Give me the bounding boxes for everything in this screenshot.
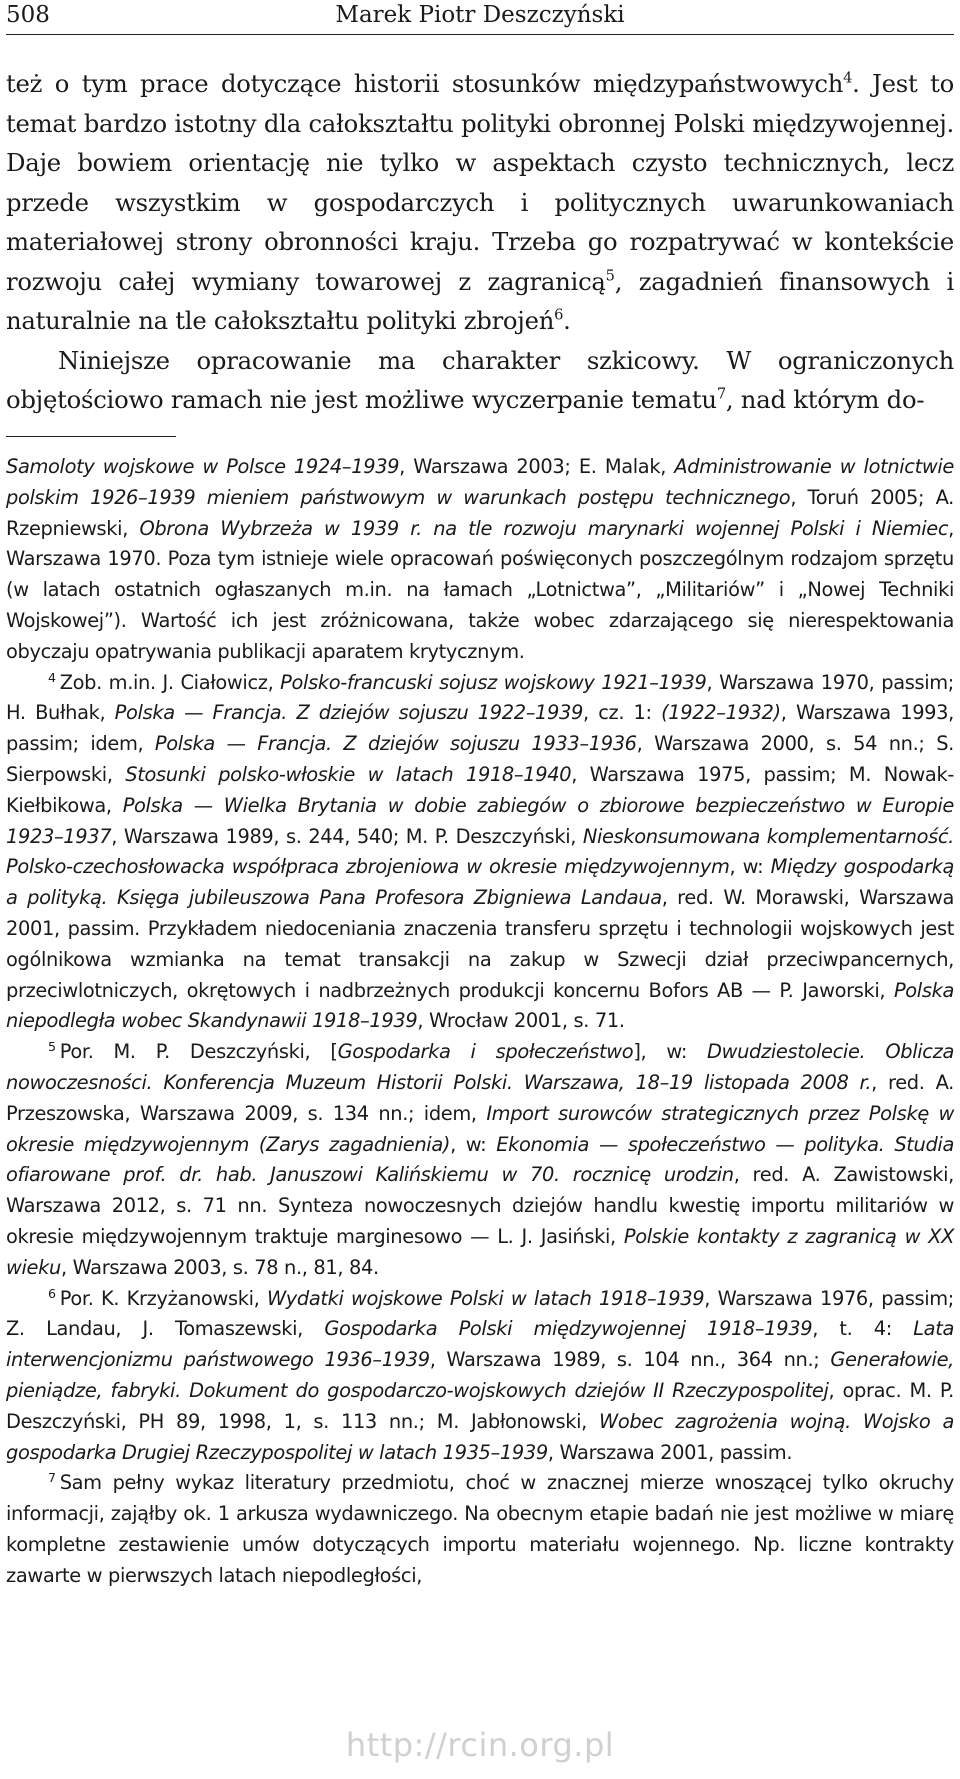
italic-title: Nieskonsumowana komplementarność. Polsko-czechosłowacka współpraca zbrojeniowa w okresie międzywojennym bbox=[6, 824, 954, 879]
text-run: , Warszawa 1975, passim; M. Nowak-Kiełbikowa, bbox=[6, 762, 954, 817]
italic-title: Polskie kontakty z zagranicą w XX wieku bbox=[6, 1224, 955, 1279]
text-run: , w: bbox=[729, 855, 771, 879]
footnote-mark: 6 bbox=[48, 1285, 56, 1301]
italic-title: Polska — Francja. Z dziejów sojuszu 1922–1939 bbox=[114, 701, 584, 725]
paragraph: też o tym prace dotyczące historii stosunków międzypaństwowych$^4$. Jest to temat bardzo istotny dla całokształtu polityki obronnej Polski międzywojennej. Daje bowiem orientację nie tylko w aspektach czysto technicznych, lecz przede wszystkim w gospodarczych i politycznych uwarunkowaniach materiałowej strony obronności kraju. Trzeba go rozpatrywać w kontekście rozwoju całej wymiany towarowej z zagranicą$^5$, zagadnień finansowych i naturalnie na tle całokształtu polityki zbrojeń$^6$. bbox=[6, 69, 954, 335]
italic-title: Dwudziestolecie. Oblicza nowoczesności. Konferencja Muzeum Historii Polski. Warszawa, 18–19 listopada 2008 r. bbox=[6, 1040, 954, 1094]
italic-title: Samoloty wojskowe w Polsce 1924–1939 bbox=[6, 455, 400, 478]
text-run: , Warszawa 1989, s. 244, 540; M. P. Deszczyński, bbox=[111, 824, 583, 848]
paragraph: Niniejsze opracowanie ma charakter szkicowy. W ograniczonych objętościowo ramach nie jest możliwe wyczerpanie tematu$^7$, nad którym do- bbox=[6, 345, 954, 414]
running-head: Marek Piotr Deszczyński bbox=[335, 2, 625, 28]
footnote-ref: 7 bbox=[716, 385, 726, 403]
italic-title: Ekonomia — społeczeństwo — polityka. Studia ofiarowane prof. dr. hab. Januszowi Kalińskiemu w 70. rocznicę urodzin bbox=[6, 1132, 954, 1187]
footnote-4 bbox=[6, 668, 954, 1038]
text-run: , oprac. M. P. Deszczyński, PH 89, 1998, 1, s. 113 nn.; M. Jabłonowski, bbox=[6, 1378, 954, 1433]
text-run: , Warszawa 1970. Poza tym istnieje wiele opracowań poświęconych poszczególnym rodzajom sprzętu (w latach ostatnich ogłaszanych m.in. na łamach „Lotnictwa”, „Militariów” i „Nowej Techniki Wojskowej”). Wartość ich jest zróżnicowana, także wobec zdarzającego się nierespektowania obyczaju opatrywania publikacji aparatem krytycznym. bbox=[6, 516, 954, 663]
italic-title: Polska niepodległa wobec Skandynawii 1918–1939 bbox=[6, 978, 954, 1033]
italic-title: Wydatki wojskowe Polski w latach 1918–1939 bbox=[266, 1286, 705, 1310]
footnotes bbox=[6, 452, 954, 1591]
text-run: , Warszawa 2000, s. 54 nn.; S. Sierpowski, bbox=[6, 732, 954, 786]
italic-title: Import surowców strategicznych przez Polskę w okresie międzywojennym (Zarys zagadnienia) bbox=[6, 1101, 955, 1156]
text-run: , cz. 1: bbox=[583, 701, 662, 725]
watermark: http://rcin.org.pl bbox=[345, 1726, 615, 1764]
italic-title: Polsko-francuski sojusz wojskowy 1921–1939 bbox=[280, 670, 707, 694]
text-run: , Wrocław 2001, s. 71. bbox=[417, 1009, 625, 1033]
main-text bbox=[6, 64, 954, 420]
text-run: , red. A. Przeszowska, Warszawa 2009, s. 134 nn.; idem, bbox=[6, 1070, 954, 1125]
text-run: , Warszawa 1976, passim; Z. Landau, J. Tomaszewski, bbox=[6, 1286, 954, 1341]
italic-title: Polska — Wielka Brytania w dobie zabiegów o zbiorowe bezpieczeństwo w Europie 1923–1937 bbox=[6, 793, 954, 848]
text-run: , Warszawa 1970, passim; H. Bułhak, bbox=[6, 670, 954, 725]
footnote-7 bbox=[6, 1468, 954, 1591]
italic-title: Wobec zagrożenia wojną. Wojsko a gospodarka Drugiej Rzeczypospolitej w latach 1935–1939 bbox=[6, 1409, 954, 1464]
footnote-ref: 4 bbox=[843, 69, 853, 87]
text-run: , Warszawa 2003; E. Malak, bbox=[399, 455, 675, 478]
text-run: Zob. m.in. J. Ciałowicz, bbox=[59, 670, 281, 694]
footnote-mark: 7 bbox=[48, 1470, 56, 1486]
text-run: Por. K. Krzyżanowski, bbox=[59, 1286, 267, 1310]
text-run: , Warszawa 2003, s. 78 n., 81, 84. bbox=[60, 1255, 379, 1279]
italic-title: Polska — Francja. Z dziejów sojuszu 1933–1936 bbox=[154, 732, 637, 756]
italic-title: Administrowanie w lotnictwie polskim 1926–1939 mieniem państwowym w warunkach postępu technicznego bbox=[6, 455, 954, 509]
text-run: , Toruń 2005; A. Rzepniewski, bbox=[6, 485, 954, 540]
italic-title: Generałowie, pieniądze, fabryki. Dokument do gospodarczo-wojskowych dziejów II Rzeczypospolitej bbox=[6, 1348, 954, 1402]
footnote-ref: 6 bbox=[554, 306, 564, 324]
footnote-6 bbox=[6, 1284, 954, 1469]
text-run: Por. M. P. Deszczyński, [ bbox=[59, 1040, 338, 1064]
footnote-ref: 5 bbox=[605, 267, 615, 285]
footnote-continuation bbox=[6, 452, 954, 668]
text-run: ], w: bbox=[633, 1040, 708, 1064]
text-run: , Warszawa 2001, passim. bbox=[547, 1440, 793, 1464]
italic-title: Obrona Wybrzeża w 1939 r. na tle rozwoju marynarki wojennej Polski i Niemiec bbox=[139, 516, 949, 540]
page-number: 508 bbox=[6, 2, 50, 28]
text-run: , red. A. Zawistowski, Warszawa 2012, s. 71 nn. Synteza nowoczesnych dziejów handlu kwestię importu militariów w okresie międzywojennym traktuje marginesowo — L. J. Jasiński, bbox=[6, 1163, 954, 1248]
footnote-mark: 4 bbox=[48, 669, 56, 685]
footnote-separator bbox=[6, 436, 176, 437]
text-run: Sam pełny wykaz literatury przedmiotu, choć w znacznej mierze wnoszącej tylko okruchy informacji, zająłby ok. 1 arkusza wydawniczego. Na obecnym etapie badań nie jest możliwe w miarę kompletne zestawienie umów dotyczących importu materiału wojennego. Np. liczne kontrakty zawarte w pierwszych latach niepodległości, bbox=[6, 1471, 954, 1587]
text-run: , Warszawa 1993, passim; idem, bbox=[6, 701, 954, 756]
italic-title: (1922–1932) bbox=[661, 701, 781, 725]
text-run: , t. 4: bbox=[812, 1317, 914, 1341]
italic-title: Między gospodarką a polityką. Księga jubileuszowa Pana Profesora Zbigniewa Landaua bbox=[6, 855, 954, 910]
italic-title: Lata interwencjonizmu państwowego 1936–1939 bbox=[6, 1317, 955, 1372]
italic-title: Gospodarka Polski międzywojennej 1918–1939 bbox=[324, 1317, 813, 1341]
text-run: , Warszawa 1989, s. 104 nn., 364 nn.; bbox=[429, 1348, 831, 1372]
footnote-5 bbox=[6, 1037, 954, 1283]
text-run: , w: bbox=[450, 1132, 497, 1156]
italic-title: Stosunki polsko-włoskie w latach 1918–1940 bbox=[125, 762, 572, 786]
italic-title: Gospodarka i społeczeństwo bbox=[337, 1040, 634, 1064]
page-header bbox=[6, 0, 954, 35]
footnote-mark: 5 bbox=[48, 1039, 56, 1055]
text-run: , red. W. Morawski, Warszawa 2001, passim. Przykładem niedoceniania znaczenia transferu sprzętu i technologii wojskowych jest ogólnikowa wzmianka na temat transakcji na zakup w Szwecji dział przeciwpancernych, przeciwlotniczych, okrętowych i nadbrzeżnych produkcji koncernu Bofors AB — P. Jaworski, bbox=[6, 886, 954, 1002]
